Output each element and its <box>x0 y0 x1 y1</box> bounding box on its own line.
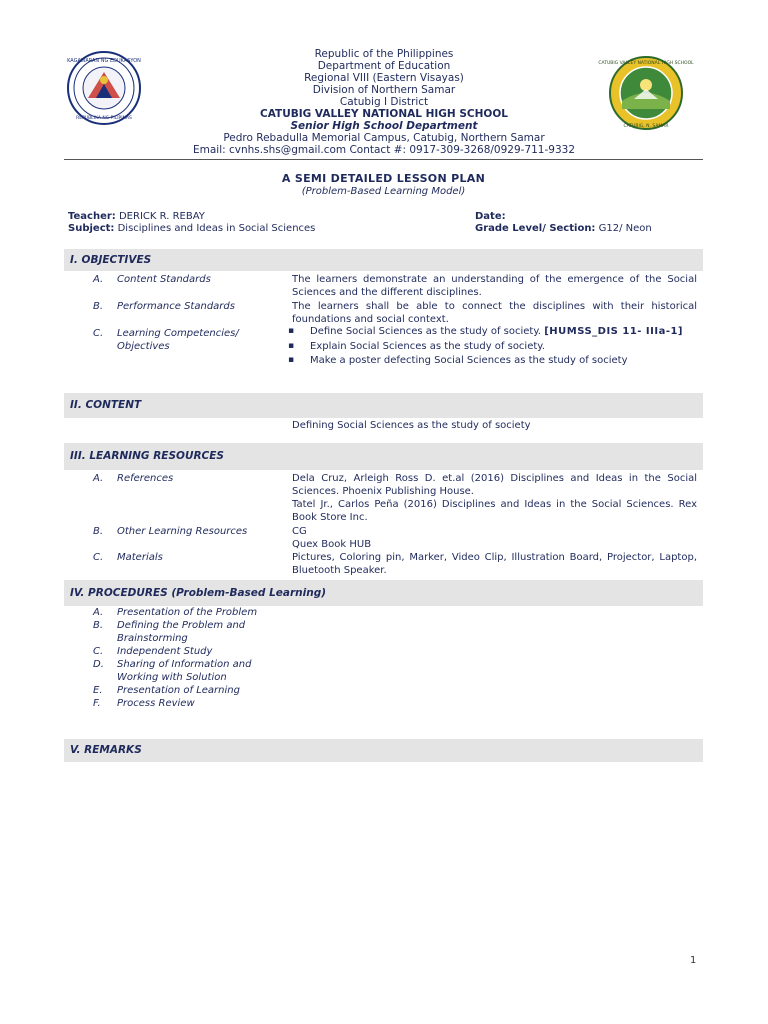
subject-name: Disciplines and Ideas in Social Sciences <box>117 223 316 234</box>
header-contact: Email: cvnhs.shs@gmail.com Contact #: 0917-309-3268/0929-711-9332 <box>193 144 575 156</box>
resource-b-label <box>93 525 283 538</box>
resource-c-label <box>93 551 283 564</box>
procedure-label: Presentation of the Problem <box>117 607 258 618</box>
competency-item <box>288 354 697 367</box>
resource-c-text: Materials <box>117 552 163 563</box>
header-division: Division of Northern Samar <box>312 84 456 96</box>
date-label: Date: <box>475 211 506 222</box>
objective-c-text: Learning Competencies/ Objectives <box>117 328 239 352</box>
content-standards-value: The learners demonstrate an understanding of the emergence of the Social Sciences and the different disciplines. <box>292 274 697 298</box>
procedure-item <box>93 684 293 697</box>
performance-standards-value: The learners shall be able to connect the disciplines with their historical foundations and social context. <box>292 301 697 325</box>
competency-item <box>288 340 697 353</box>
grade-label: Grade Level/ Section: <box>475 223 596 234</box>
resource-c-letter: C. <box>93 552 104 563</box>
procedure-label: Independent Study <box>117 646 213 657</box>
objective-c-letter: C. <box>93 328 104 339</box>
procedure-letter: A. <box>93 607 104 618</box>
resource-b-text: Other Learning Resources <box>117 526 248 537</box>
procedure-label: Presentation of Learning <box>117 685 240 696</box>
header-school: CATUBIG VALLEY NATIONAL HIGH SCHOOL <box>260 108 508 120</box>
letterhead <box>60 48 708 156</box>
section-resources: III. LEARNING RESOURCES <box>64 443 703 470</box>
procedure-label: Defining the Problem and Brainstorming <box>117 620 246 644</box>
competencies-list <box>288 325 697 367</box>
bullet-icon: ▪ <box>288 326 295 336</box>
objective-b-label <box>93 300 283 313</box>
teacher-label: Teacher: <box>68 211 116 222</box>
procedure-item <box>93 645 293 658</box>
competency-code: [HUMSS_DIS 11- IIIa-1] <box>544 326 683 337</box>
page-number: 1 <box>690 955 697 966</box>
resource-a-text: References <box>117 473 174 484</box>
header-divider <box>64 159 703 160</box>
header-department: Department of Education <box>317 60 451 72</box>
header-republic: Republic of the Philippines <box>314 48 454 60</box>
procedure-item <box>93 658 293 684</box>
grade-value: G12/ Neon <box>598 223 652 234</box>
objective-c-label <box>93 327 283 353</box>
section-remarks: V. REMARKS <box>64 739 703 762</box>
competency-text-2: Explain Social Sciences as the study of society. <box>310 341 545 352</box>
objective-b-text: Performance Standards <box>117 301 235 312</box>
competency-text-1: Define Social Sciences as the study of society. <box>310 326 541 337</box>
school-seal-text: CATUBIG VALLEY NATIONAL HIGH SCHOOL <box>598 61 694 66</box>
resource-a-label <box>93 472 283 485</box>
objective-a-label <box>93 273 283 286</box>
deped-seal-subtext: REPUBLIKA NG PILIPINAS <box>76 116 132 121</box>
section-procedures: IV. PROCEDURES (Problem-Based Learning) <box>64 580 703 606</box>
procedure-item <box>93 697 293 710</box>
document-subtitle: (Problem-Based Learning Model) <box>301 186 466 197</box>
subject-line <box>68 222 315 235</box>
procedure-letter: F. <box>93 698 101 709</box>
header-school-dept: Senior High School Department <box>290 120 478 132</box>
teacher-name: DERICK R. REBAY <box>118 211 205 222</box>
materials-value: Pictures, Coloring pin, Marker, Video Clip, Illustration Board, Projector, Laptop, Bluetooth Speaker. <box>292 552 697 576</box>
procedure-label: Process Review <box>117 698 195 709</box>
procedure-letter: E. <box>93 685 103 696</box>
procedure-letter: C. <box>93 646 104 657</box>
objective-b-letter: B. <box>93 301 104 312</box>
procedure-label: Sharing of Information and Working with Solution <box>117 659 252 683</box>
other-resource-1: CG <box>292 526 307 537</box>
procedure-item <box>93 619 293 645</box>
subject-label: Subject: <box>68 223 115 234</box>
procedure-letter: B. <box>93 620 104 631</box>
school-seal-subtext: CATUBIG, N. SAMAR <box>623 124 669 129</box>
header-region: Regional VIII (Eastern Visayas) <box>304 72 464 84</box>
competency-text-3: Make a poster defecting Social Sciences as the study of society <box>310 355 628 366</box>
bullet-icon: ▪ <box>288 355 295 365</box>
competency-item <box>288 325 697 338</box>
other-resource-2: Quex Book HUB <box>292 539 372 550</box>
section-objectives: I. OBJECTIVES <box>64 249 703 271</box>
procedure-letter: D. <box>93 659 104 670</box>
content-value: Defining Social Sciences as the study of society <box>292 420 531 431</box>
document-title: A SEMI DETAILED LESSON PLAN <box>281 172 486 185</box>
bullet-icon: ▪ <box>288 341 295 351</box>
procedures-list <box>93 606 293 710</box>
header-district: Catubig I District <box>339 96 429 108</box>
resource-a-letter: A. <box>93 473 104 484</box>
procedure-item <box>93 606 293 619</box>
objective-a-text: Content Standards <box>117 274 211 285</box>
header-address: Pedro Rebadulla Memorial Campus, Catubig, Northern Samar <box>223 132 545 144</box>
grade-line <box>475 222 652 235</box>
reference-2: Tatel Jr., Carlos Peña (2016) Disciplines and Ideas in the Social Sciences. Rex Book Store Inc. <box>292 499 697 523</box>
deped-seal-text: KAGAWARAN NG EDUKASYON <box>67 58 141 64</box>
reference-1: Dela Cruz, Arleigh Ross D. et.al (2016) Disciplines and Ideas in the Social Sciences. Phoenix Publishing House. <box>292 473 697 497</box>
resource-b-letter: B. <box>93 526 104 537</box>
objective-a-letter: A. <box>93 274 104 285</box>
section-content: II. CONTENT <box>64 393 703 418</box>
